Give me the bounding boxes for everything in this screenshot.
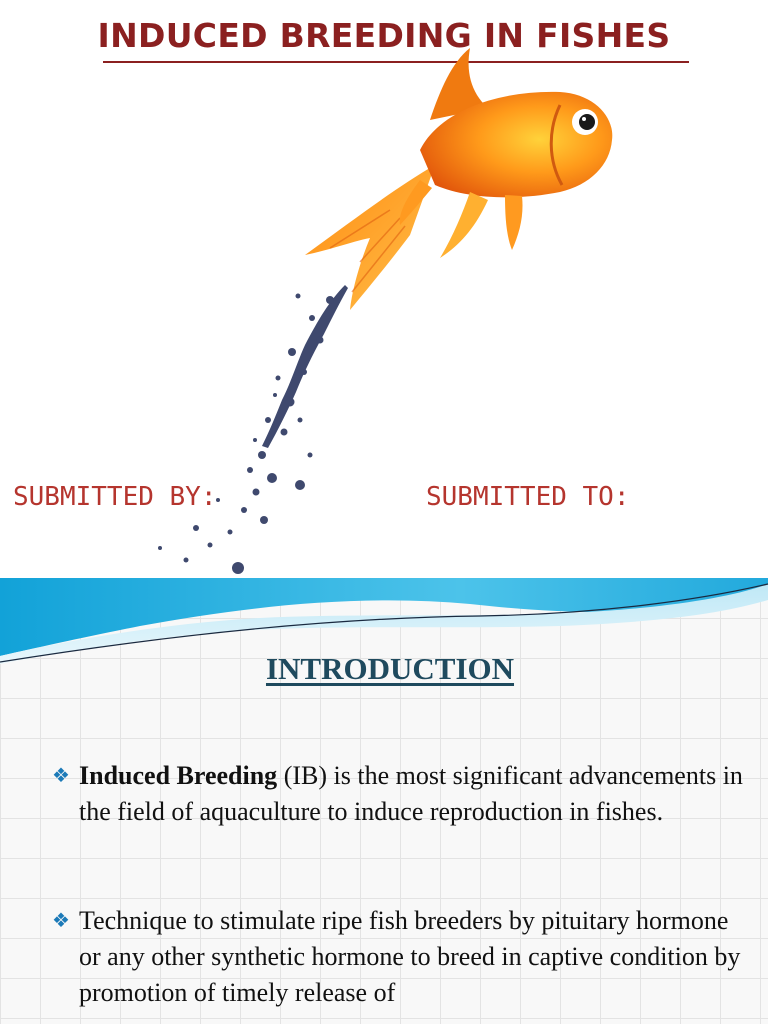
section-heading: INTRODUCTION	[265, 651, 515, 686]
bullet-item	[52, 903, 752, 1011]
bullet-text	[79, 758, 752, 830]
bullet-bold-term: Induced Breeding	[79, 761, 278, 790]
diamond-bullet-icon: ❖	[52, 910, 70, 932]
bullet-body: (IB) is the most significant advancements in the field of aquaculture to induce reproduction in fishes.	[79, 761, 743, 826]
bullet-text	[79, 903, 752, 1011]
bullet-item	[52, 758, 752, 830]
submitted-by-label: SUBMITTED BY:	[13, 482, 217, 512]
bullet-body: Technique to stimulate ripe fish breeders by pituitary hormone or any other synthetic hormone to breed in captive condition by promotion of timely release of	[79, 906, 741, 1007]
diamond-bullet-icon: ❖	[52, 765, 70, 787]
introduction-slide	[0, 578, 768, 1024]
slide-title: INDUCED BREEDING IN FISHES	[97, 16, 671, 55]
submitted-to-label: SUBMITTED TO:	[426, 482, 630, 512]
